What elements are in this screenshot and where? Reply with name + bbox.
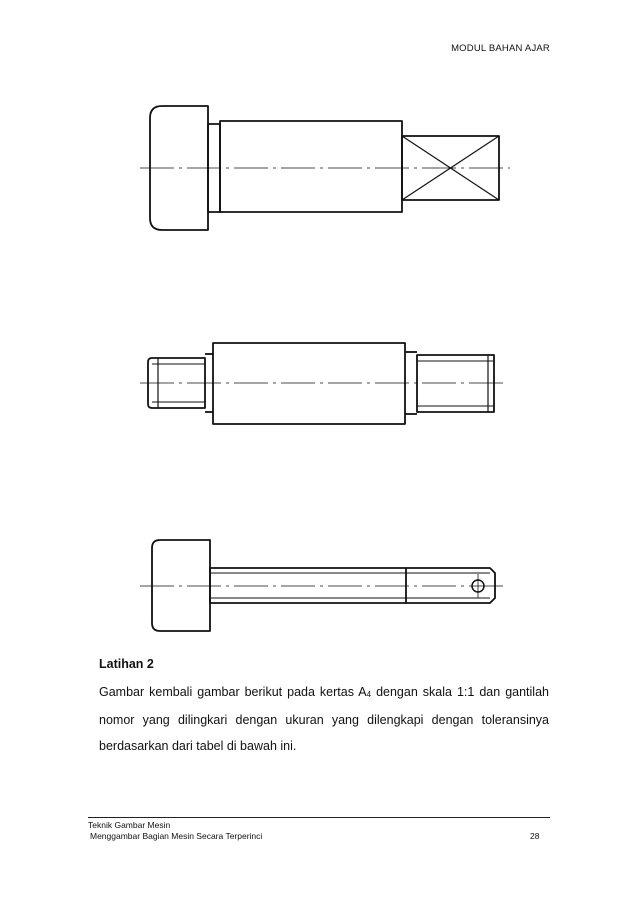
shaft1-body: [220, 121, 402, 212]
drawing-threaded-shaft: [140, 343, 508, 424]
section-body: [99, 679, 549, 759]
footer-rule: [88, 817, 550, 818]
shaft2-body: [213, 343, 405, 424]
pin-head: [152, 540, 210, 631]
shaft2-right-thread: [417, 355, 494, 412]
page-number: 28: [530, 831, 540, 841]
body-line-3: berdasarkan dari tabel di bawah ini.: [99, 739, 297, 753]
footer-subtitle: Menggambar Bagian Mesin Secara Terperinci: [90, 831, 263, 841]
body-line-1: Gambar kembali gambar berikut pada kertas $A_4$ dengan skala 1:1 dan gantilah: [99, 685, 549, 699]
footer-title: Teknik Gambar Mesin: [88, 820, 171, 830]
drawing-shaft-square-end: [140, 106, 510, 230]
section-title: Latihan 2: [99, 657, 154, 671]
body-line-2: nomor yang dilingkari dengan ukuran yang dilengkapi dengan toleransinya: [99, 713, 549, 727]
drawing-pin-with-hole: [140, 540, 504, 631]
header-label: MODUL BAHAN AJAR: [451, 43, 550, 54]
